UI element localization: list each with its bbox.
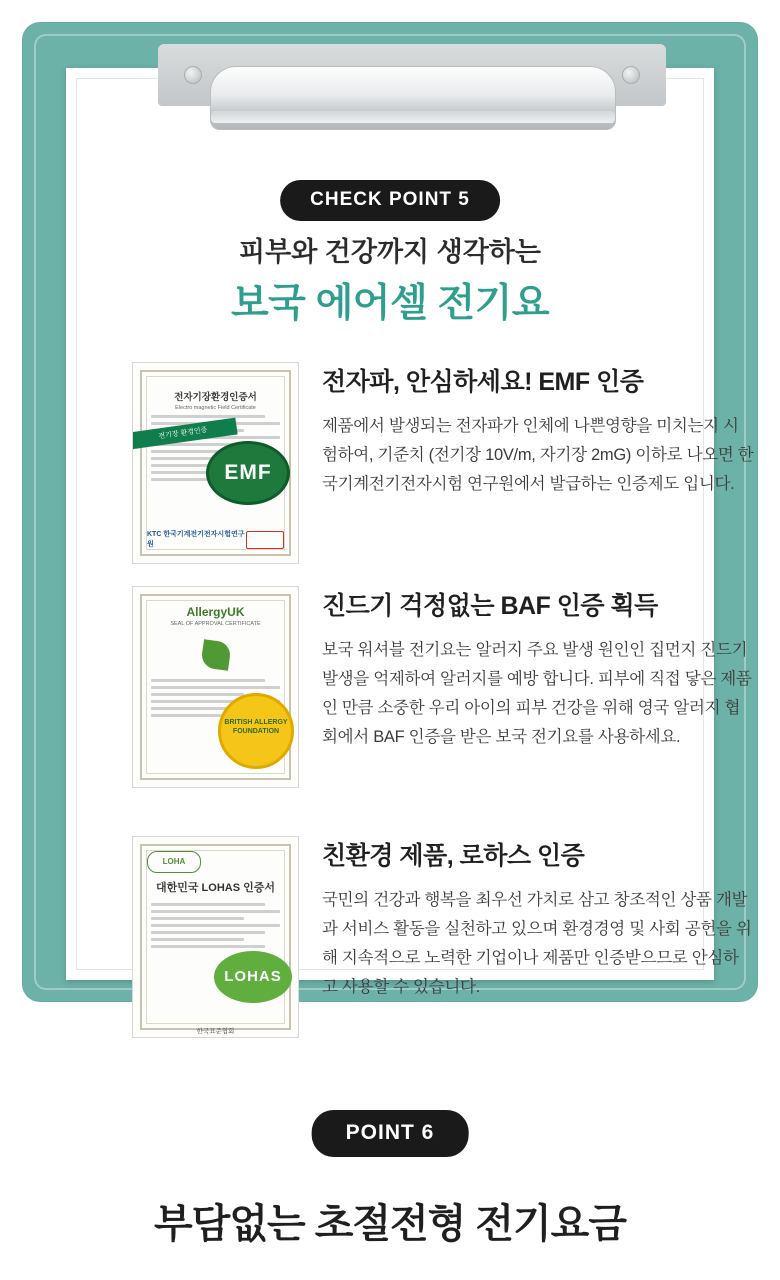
section-heading-emf: 전자파, 안심하세요! EMF 인증 <box>322 368 644 396</box>
section-heading-baf: 진드기 걱정없는 BAF 인증 획득 <box>322 592 658 620</box>
header-title: 보국 에어셀 전기요 <box>230 282 550 325</box>
certificate-image-emf <box>132 362 299 564</box>
certification-text-lohas <box>322 836 754 1002</box>
certificate-image-lohas <box>132 836 299 1038</box>
certificate-image-allergy <box>132 586 299 788</box>
point-badge: POINT 6 <box>312 1110 469 1157</box>
certificate-text-lines <box>151 903 280 952</box>
certificate-subtitle-allergy: SEAL OF APPROVAL CERTIFICATE <box>170 621 261 627</box>
allergy-seal <box>218 693 294 769</box>
certificate-title-lohas: 대한민국 LOHAS 인증서 <box>156 882 275 894</box>
section-body-emf: 제품에서 발생되는 전자파가 인체에 나쁜영향을 미치는지 시험하여, 기준치 (전기장 10V/m, 자기장 2mG) 이하로 나오면 한국기계전기전자시험 연구원에서 발급하는 인증제도 입니다. <box>322 417 754 493</box>
certificate-title-emf: 전자기장환경인증서 Electro magnetic Field Certificate <box>133 389 298 411</box>
clip-screw-right-icon <box>622 66 640 84</box>
lohas-seal: LOHAS <box>214 951 292 1003</box>
section-heading-lohas: 친환경 제품, 로하스 인증 <box>322 842 585 870</box>
clipboard-board <box>22 22 758 1035</box>
certificate-title-allergy: AllergyUK SEAL OF APPROVAL CERTIFICATE <box>133 605 298 627</box>
certificate-issuer-lohas: 한국표준협회 <box>196 1028 235 1035</box>
certification-text-emf <box>322 362 754 499</box>
emf-seal: EMF <box>206 441 290 505</box>
footer-title: 부담없는 초절전형 전기요금 <box>154 1202 626 1246</box>
clipboard-paper <box>66 68 754 1035</box>
certificate-footer-emf <box>147 529 284 549</box>
lohas-logo-small: LOHA <box>147 851 201 873</box>
certificate-stamp <box>246 531 284 549</box>
clip-screw-left-icon <box>184 66 202 84</box>
clip-lever <box>210 66 616 130</box>
allergy-seal-label: BRITISH ALLERGY FOUNDATION <box>224 719 288 735</box>
certification-text-baf <box>322 586 754 752</box>
certificate-issuer-emf: KTC 한국기계전기전자시험연구원 <box>147 531 245 548</box>
section-body-lohas: 국민의 건강과 행복을 최우선 가치로 삼고 창조적인 상품 개발과 서비스 활동을 실천하고 있으며 환경경영 및 사회 공헌을 위해 지속적으로 노력한 기업이나 제품만 인증받으므로 안심하고 사용할 수 있습니다. <box>322 891 752 996</box>
check-point-badge: CHECK POINT 5 <box>280 180 500 221</box>
header-subtitle: 피부와 건강까지 생각하는 <box>239 237 541 267</box>
certificate-subtitle-emf: Electro magnetic Field Certificate <box>175 405 256 411</box>
section-body-baf: 보국 워셔블 전기요는 알러지 주요 발생 원인인 집먼지 진드기 발생을 억제하여 알러지를 예방 합니다. 피부에 직접 닿은 제품인 만큼 소중한 우리 아이의 피부 건강을 위해 영국 알러지 협회에서 BAF 인증을 받은 보국 전기요를 사용하세요. <box>322 641 752 746</box>
certificate-band-emf: 전기장 환경인증 <box>132 418 238 450</box>
